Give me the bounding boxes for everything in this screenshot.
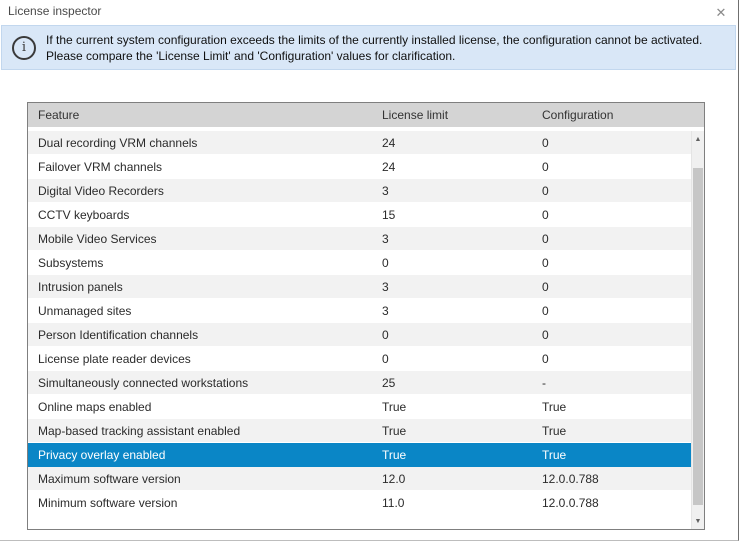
cell-license-limit: 0 [382,328,389,342]
cell-license-limit: 3 [382,184,389,198]
cell-license-limit: 3 [382,232,389,246]
table-row[interactable] [28,419,691,443]
cell-configuration: True [542,424,567,438]
cell-license-limit: 24 [382,136,396,150]
scroll-down-icon[interactable]: ▼ [692,513,704,529]
table-row[interactable] [28,275,691,299]
table-row[interactable] [28,443,691,467]
table-row[interactable] [28,371,691,395]
cell-license-limit: 24 [382,160,396,174]
cell-configuration: 12.0.0.788 [542,496,599,510]
table-row[interactable] [28,155,691,179]
cell-license-limit: 3 [382,304,389,318]
cell-license-limit: True [382,448,407,462]
column-header-license-limit[interactable]: License limit [382,108,449,122]
cell-license-limit: 12.0 [382,472,406,486]
info-banner [1,25,736,70]
close-icon[interactable]: ✕ [715,4,727,20]
cell-license-limit: 11.0 [382,496,405,510]
table-body [28,131,691,529]
column-header-feature[interactable]: Feature [38,108,80,122]
cell-feature: Unmanaged sites [38,304,132,318]
table-row[interactable] [28,227,691,251]
cell-configuration: - [542,376,546,390]
cell-license-limit: 25 [382,376,396,390]
info-icon: i [12,36,36,60]
cell-configuration: 0 [542,208,549,222]
table-row[interactable] [28,179,691,203]
title-bar [0,0,738,25]
cell-feature: Map-based tracking assistant enabled [38,424,241,438]
cell-feature: Dual recording VRM channels [38,136,198,150]
info-banner-text: If the current system configuration exceeds the limits of the currently installed license, the configuration cannot be activated. Please compare the 'License Limit' and 'Configuration' values for clarification. [46,32,703,63]
cell-license-limit: 3 [382,280,389,294]
cell-configuration: 0 [542,256,549,270]
cell-configuration: True [542,400,567,414]
cell-configuration: 0 [542,160,549,174]
cell-feature: Mobile Video Services [38,232,157,246]
table-row[interactable] [28,491,691,515]
cell-feature: Intrusion panels [38,280,123,294]
cell-feature: Subsystems [38,256,104,270]
dialog-title: License inspector [8,4,102,18]
cell-configuration: 0 [542,232,549,246]
table-header-row [28,103,704,129]
cell-feature: CCTV keyboards [38,208,130,222]
cell-configuration: 12.0.0.788 [542,472,599,486]
cell-configuration: 0 [542,304,549,318]
cell-license-limit: 0 [382,256,389,270]
table-row[interactable] [28,323,691,347]
table-row[interactable] [28,131,691,155]
table-row[interactable] [28,299,691,323]
cell-configuration: 0 [542,328,549,342]
cell-license-limit: True [382,424,407,438]
license-table [27,102,705,530]
cell-feature: Online maps enabled [38,400,152,414]
cell-feature: Minimum software version [38,496,178,510]
cell-license-limit: 15 [382,208,396,222]
cell-configuration: True [542,448,567,462]
cell-configuration: 0 [542,352,549,366]
table-row[interactable] [28,395,691,419]
cell-license-limit: True [382,400,407,414]
cell-feature: Privacy overlay enabled [38,448,166,462]
cell-feature: Failover VRM channels [38,160,163,174]
cell-feature: Maximum software version [38,472,181,486]
table-row[interactable] [28,347,691,371]
cell-feature: Digital Video Recorders [38,184,164,198]
cell-configuration: 0 [542,136,549,150]
column-header-configuration[interactable]: Configuration [542,108,614,122]
vertical-scrollbar[interactable] [691,131,704,529]
scroll-up-icon[interactable]: ▲ [692,131,704,147]
table-row[interactable] [28,467,691,491]
table-row[interactable] [28,251,691,275]
cell-feature: Person Identification channels [38,328,199,342]
table-row[interactable] [28,203,691,227]
cell-configuration: 0 [542,280,549,294]
cell-license-limit: 0 [382,352,389,366]
cell-feature: License plate reader devices [38,352,191,366]
cell-configuration: 0 [542,184,549,198]
cell-feature: Simultaneously connected workstations [38,376,249,390]
scrollbar-thumb[interactable] [693,168,703,505]
